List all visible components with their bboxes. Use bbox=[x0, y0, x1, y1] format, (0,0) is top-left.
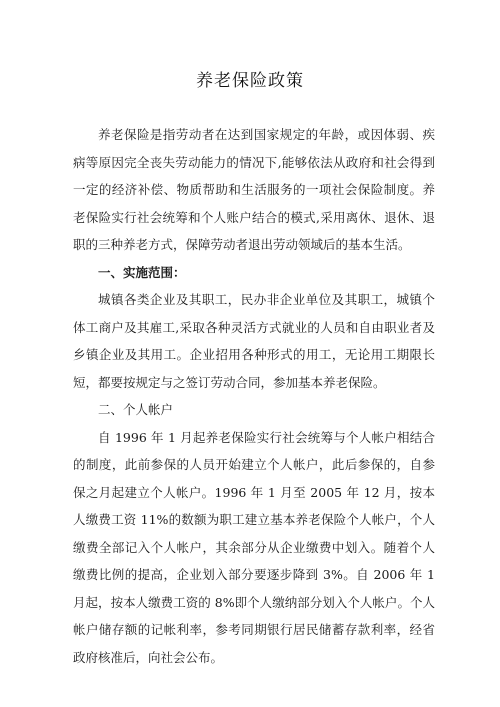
intro-paragraph: 养老保险是指劳动者在达到国家规定的年龄，或因体弱、疾病等原因完全丧失劳动能力的情况下,能够依法从政府和社会得到一定的经济补偿、物质帮助和生活服务的一项社会保险制度。养老保险实行社会统筹和个人账户结合的模式,采用离休、退休、退职的三种养老方式，保障劳动者退出劳动领域后的基本生活。 bbox=[73, 127, 435, 252]
document-body bbox=[73, 121, 435, 671]
personal-account-paragraph: 自 1996 年 1 月起养老保险实行社会统筹与个人帐户相结合的制度，此前参保的人员开始建立个人帐户，此后参保的，自参保之月起建立个人帐户。1996 年 1 月至 2005 年 12 月，按本人缴费工资 11%的数额为职工建立基本养老保险个人帐户，个人缴费全部记入个人帐户，其余部分从企业缴费中划入。随着个人缴费比例的提高，企业划入部分要逐步降到 3%。自 2006 年 1 月起，按本人缴费工资的 8%即个人缴纳部分划入个人帐户。个人帐户储存额的记帐利率，参考同期银行居民储蓄存款利率，经省政府核准后，向社会公布。 bbox=[73, 429, 435, 665]
document-title: 养老保险政策 bbox=[196, 71, 304, 91]
section-heading-scope: 一、实施范围： bbox=[98, 264, 186, 280]
scope-paragraph: 城镇各类企业及其职工，民办非企业单位及其职工，城镇个体工商户及其雇工,采取各种灵活方式就业的人员和自由职业者及乡镇企业及其用工。企业招用各种形式的用工，无论用工期限长短，都要按规定与之签订劳动合同，参加基本养老保险。 bbox=[73, 292, 435, 390]
section-heading-personal-account: 二、个人帐户 bbox=[98, 402, 174, 417]
